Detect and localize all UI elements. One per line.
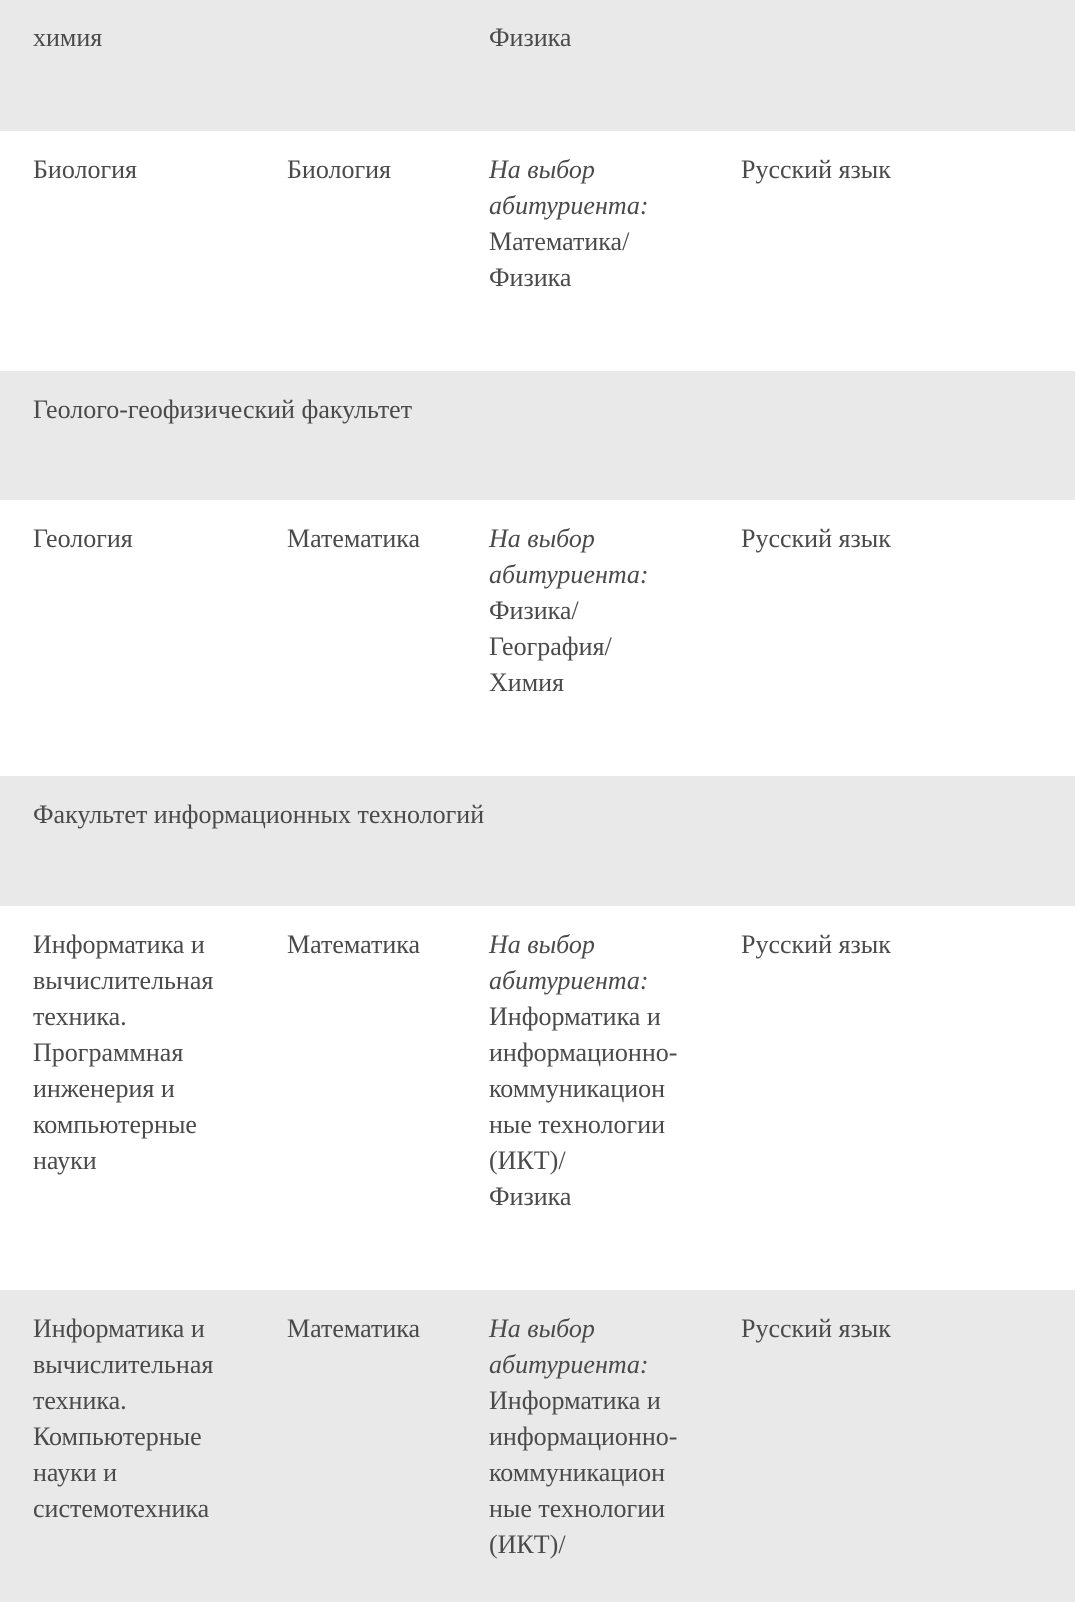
choice-note: абитуриента: [489, 966, 649, 995]
language-exam-cell: Русский язык [741, 524, 891, 553]
choice-note: На выбор [489, 930, 595, 959]
table-row [0, 0, 1075, 131]
choice-exam-cell: На выбор абитуриента: Информатика и информационно- коммуникацион ные технологии (ИКТ)/ Физика [489, 927, 704, 1215]
language-exam-cell: Русский язык [741, 155, 891, 184]
faculty-heading-row [0, 371, 1075, 500]
subject-cell: Физика [489, 23, 572, 52]
choice-note: абитуриента: [489, 191, 649, 220]
table-row [0, 500, 1075, 776]
specialty-cell: Геология [33, 524, 133, 553]
table-row [0, 906, 1075, 1290]
language-exam-cell: Русский язык [741, 1314, 891, 1343]
choice-note: абитуриента: [489, 1350, 649, 1379]
specialty-cell: Информатика и вычислительная техника. Программная инженерия и компьютерные науки [33, 930, 214, 1175]
specialty-cell: Информатика и вычислительная техника. Компьютерные науки и системотехника [33, 1314, 214, 1523]
language-exam-cell: Русский язык [741, 930, 891, 959]
profile-exam-cell: Математика [287, 1314, 421, 1343]
specialty-cell: Биология [33, 155, 138, 184]
profile-exam-cell: Биология [287, 155, 392, 184]
faculty-heading: Геолого-геофизический факультет [33, 395, 413, 424]
choice-exam-cell: На выбор абитуриента: Информатика и информационно- коммуникацион ные технологии (ИКТ)/ [489, 1311, 704, 1563]
table-row [0, 131, 1075, 371]
table-row [0, 1290, 1075, 1602]
subject-cell: химия [33, 23, 103, 52]
profile-exam-cell: Математика [287, 524, 421, 553]
choice-note: На выбор [489, 155, 595, 184]
faculty-heading-row [0, 776, 1075, 906]
choice-note: На выбор [489, 524, 595, 553]
choice-note: абитуриента: [489, 560, 649, 589]
profile-exam-cell: Математика [287, 930, 421, 959]
choice-exam-cell: На выбор абитуриента: Математика/ Физика [489, 152, 704, 296]
choice-note: На выбор [489, 1314, 595, 1343]
faculty-heading: Факультет информационных технологий [33, 800, 485, 829]
choice-exam-cell: На выбор абитуриента: Физика/ География/ Химия [489, 521, 704, 701]
